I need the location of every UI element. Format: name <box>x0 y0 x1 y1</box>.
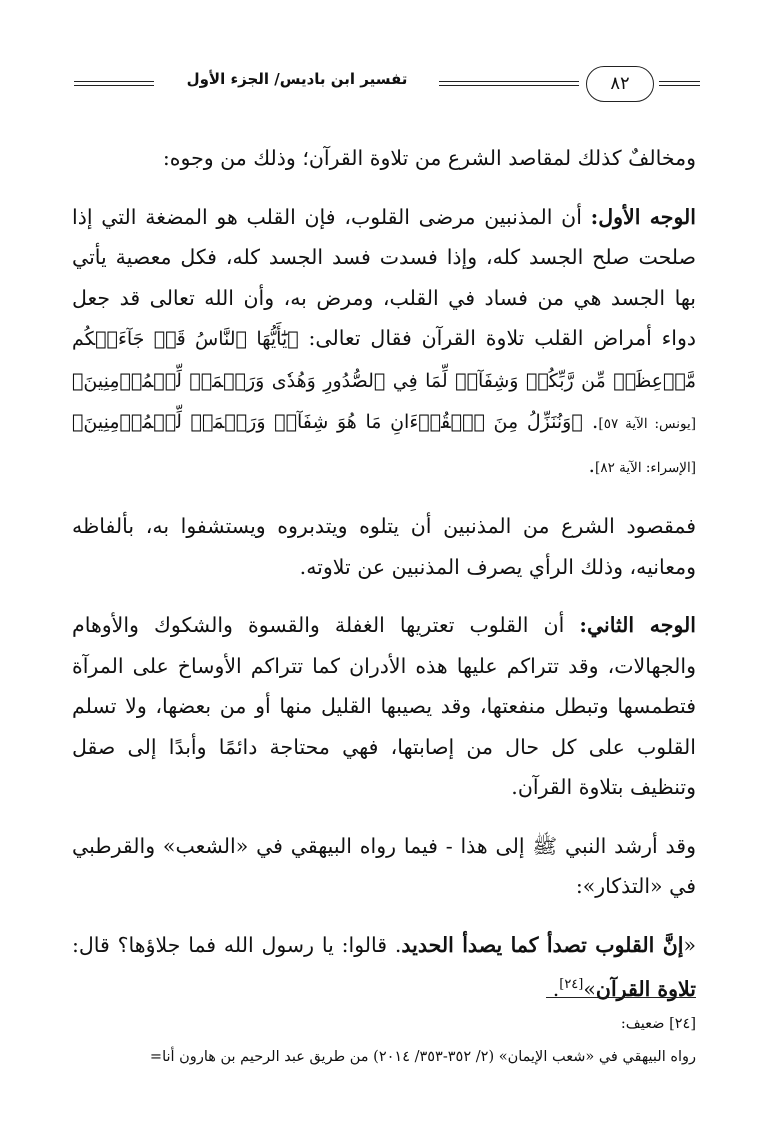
hadith-paragraph: «إنَّ القلوب تصدأ كما يصدأ الحديد. قالوا: يا رسول الله فما جلاؤها؟ قال: تلاوة القرآن»[٢٤]. <box>72 932 696 1001</box>
hadith-dialogue: . قالوا: يا رسول الله فما جلاؤها؟ قال: <box>72 932 402 957</box>
first-aspect-heading: الوجه الأول: <box>590 204 696 229</box>
verse-1-reference: [يونس: الآية ٥٧] <box>598 416 696 432</box>
hadith-text-1: إنَّ القلوب تصدأ كما يصدأ الحديد <box>401 932 684 957</box>
first-aspect-text: أن المذنبين مرضى القلوب، فإن القلب هو المضغة التي إذا صلحت صلح الجسد كله، وإذا فسدت فسد الجسد كله، فكل معصية يأتي بها الجسد هي من فساد في القلب، ومرض به، وأن الله تعالى قد جعل دواء أمراض القلب تلاوة القرآن فقال تعالى: <box>72 204 696 350</box>
first-aspect-paragraph: الوجه الأول: أن المذنبين مرضى القلوب، فإن القلب هو المضغة التي إذا صلحت صلح الجسد كله، وإذا فسدت فسد الجسد كله، فكل معصية يأتي بها الجسد هي من فساد في القلب، ومرض به، وأن الله تعالى قد جعل دواء أمراض القلب تلاوة القرآن فقال تعالى: ﴿يَٰٓأَيُّهَا ٱلنَّاسُ قَدۡ جَآءَتۡكُم مَّوۡعِظَةٞ مِّن رَّبِّكُمۡ وَشِفَآءٞ لِّمَا فِي ٱلصُّدُورِ وَهُدٗى وَرَحۡمَةٞ لِّلۡمُؤۡمِنِينَ﴾ [يونس: الآية ٥٧]. ﴿وَنُنَزِّلُ مِنَ ٱلۡقُرۡءَانِ مَا هُوَ شِفَآءٞ وَرَحۡمَةٞ لِّلۡمُؤۡمِنِينَ﴾ [الإسراء: الآية ٨٢]. <box>72 204 696 477</box>
second-paragraph: فمقصود الشرع من المذنبين أن يتلوه ويتدبروه ويستشفوا به، بألفاظه ومعانيه، وذلك الرأي يصرف المذنبين عن تلاوته. <box>72 514 696 579</box>
footnote-marker: [٢٤] <box>559 977 584 992</box>
footnote-label: [٢٤] ضعيف: <box>620 1016 696 1032</box>
header-rule-left <box>74 81 154 86</box>
footnote-text: رواه البيهقي في «شعب الإيمان» (٢/ ٣٥٢-٣٥٣/ ٢٠١٤) من طريق عبد الرحيم بن هارون أنا= <box>149 1049 696 1065</box>
second-aspect-text: أن القلوب تعتريها الغفلة والقسوة والشكوك والأوهام والجهالات، وقد تتراكم عليها هذه الأدران كما تتراكم الأوساخ على المرآة فتطمسها وتبطل منفعتها، وقد يصيبها القليل منها أو من بعضها، ولا تسلم القلوب على كل حال من إصابتها، فهي محتاجة دائمًا وأبدًا إلى صقل وتنظيف بتلاوة القرآن. <box>72 613 696 799</box>
hadith-open-quote: « <box>683 932 696 957</box>
header-rule-right <box>659 81 700 86</box>
running-header <box>74 66 700 104</box>
second-aspect-paragraph <box>72 605 696 808</box>
verse-2-reference: [الإسراء: الآية ٨٢] <box>595 459 696 476</box>
header-rule-middle <box>439 81 579 86</box>
hadith-text-2: تلاوة القرآن <box>595 976 696 1001</box>
running-title: تفسير ابن باديس/ الجزء الأول <box>186 70 408 88</box>
intro-paragraph: ومخالفٌ كذلك لمقاصد الشرع من تلاوة القرآن؛ وذلك من وجوه: <box>162 146 696 170</box>
second-aspect-heading: الوجه الثاني: <box>579 613 696 637</box>
footnote-separator <box>546 997 696 998</box>
page-number: ٨٢ <box>586 66 654 102</box>
quran-verse-1: ﴿يَٰٓأَيُّهَا ٱلنَّاسُ قَدۡ جَآءَتۡكُم مَّوۡعِظَةٞ مِّن رَّبِّكُمۡ وَشِفَآءٞ لِّمَا فِي ٱلصُّدُورِ وَهُدٗى وَرَحۡمَةٞ لِّلۡمُؤۡمِنِينَ﴾ <box>72 328 696 392</box>
footnotes <box>72 1008 696 1074</box>
hadith-close-quote: » <box>583 976 596 1001</box>
prophet-guidance-paragraph: وقد أرشد النبي ﷺ إلى هذا - فيما رواه البيهقي في «الشعب» والقرطبي في «التذكار»: <box>72 833 696 898</box>
quran-verse-2: ﴿وَنُنَزِّلُ مِنَ ٱلۡقُرۡءَانِ مَا هُوَ شِفَآءٞ وَرَحۡمَةٞ لِّلۡمُؤۡمِنِينَ﴾ <box>72 411 583 433</box>
main-text <box>72 138 696 1009</box>
